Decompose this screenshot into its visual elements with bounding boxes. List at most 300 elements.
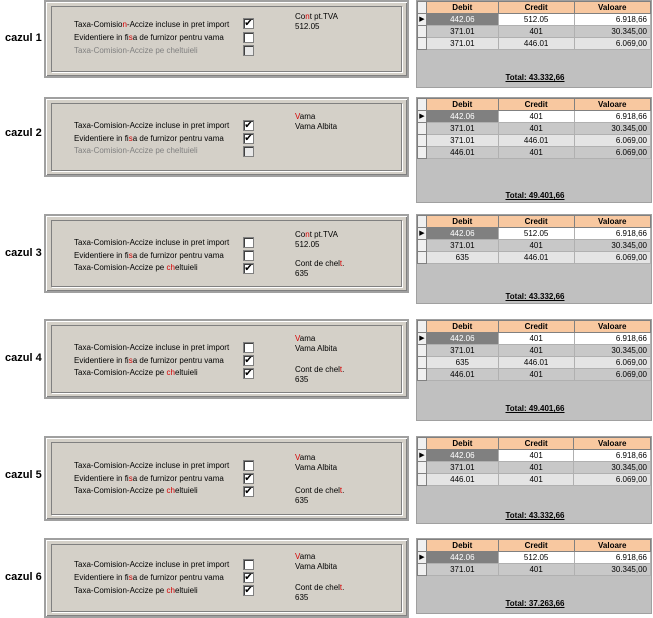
option-checkbox-3[interactable] [243, 368, 254, 379]
cell-credit[interactable]: 401 [498, 450, 573, 462]
option-text: Taxa-Comision-Accize incluse in pret import [74, 461, 230, 470]
expense-account-value: 635 [295, 593, 309, 602]
table-row[interactable] [418, 252, 651, 264]
cell-valoare[interactable]: 30.345,00 [574, 240, 651, 252]
cell-credit[interactable]: 401 [498, 564, 574, 576]
options-panel [44, 0, 409, 78]
cell-valoare[interactable]: 30.345,00 [574, 26, 651, 38]
row-indicator-header [418, 216, 427, 228]
total-label: Total: 43.332,66 [505, 292, 565, 301]
options-panel [44, 319, 409, 399]
option-text: a de furnizor pentru vama [132, 356, 224, 365]
table-row[interactable] [418, 135, 651, 147]
journal-grid[interactable] [416, 0, 652, 88]
journal-table [417, 437, 651, 486]
cell-debit[interactable]: 371.01 [426, 240, 498, 252]
option-text: Evidentiere in fi [74, 251, 129, 260]
account-info-value: Vama Albita [295, 562, 338, 571]
total-label: Total: 43.332,66 [505, 73, 565, 82]
account-info-title [295, 112, 337, 122]
expense-account-title [295, 486, 344, 496]
option-checkbox-2[interactable] [243, 355, 254, 366]
option-checkbox-3[interactable] [243, 263, 254, 274]
table-row[interactable] [418, 123, 651, 135]
option-label-1 [74, 121, 229, 130]
row-indicator[interactable] [418, 228, 427, 240]
cell-credit[interactable]: 401 [498, 333, 574, 345]
row-indicator[interactable] [418, 240, 427, 252]
table-header-row [418, 2, 651, 14]
cell-valoare[interactable]: 6.918,66 [574, 111, 651, 123]
options-panel [44, 436, 409, 521]
option-text: eltuieli [174, 368, 198, 377]
option-text-highlight: s [128, 33, 133, 42]
cell-debit[interactable]: 442.06 [426, 333, 498, 345]
account-info-value: Vama Albita [295, 122, 338, 131]
cell-valoare[interactable]: 6.069,00 [574, 38, 651, 50]
expense-account-value: 635 [295, 375, 309, 384]
cell-credit[interactable]: 401 [498, 26, 574, 38]
info-text-highlight: n [305, 230, 310, 239]
table-row[interactable] [418, 462, 651, 474]
row-indicator-header [418, 540, 427, 552]
row-indicator[interactable] [418, 564, 427, 576]
account-info-title [295, 334, 337, 344]
info-text-highlight: V [295, 453, 300, 462]
option-checkbox-3[interactable] [243, 146, 254, 157]
row-indicator[interactable] [418, 462, 427, 474]
cell-valoare[interactable]: 6.918,66 [574, 228, 651, 240]
table-row[interactable] [418, 228, 651, 240]
cell-debit[interactable]: 371.01 [426, 38, 498, 50]
option-text: Taxa-Comision-Accize pe [74, 586, 167, 595]
row-indicator[interactable] [418, 450, 427, 462]
cell-debit[interactable]: 635 [426, 357, 498, 369]
option-text: Taxa-Comision-Accize pe cheltuieli [74, 146, 198, 155]
row-pointer-icon: ▶ [419, 15, 425, 23]
expense-account-value: 635 [295, 496, 309, 505]
options-panel [44, 97, 409, 177]
table-row[interactable] [418, 564, 651, 576]
option-checkbox-2[interactable] [243, 473, 254, 484]
option-checkbox-2[interactable] [243, 133, 254, 144]
account-info-top [295, 453, 337, 473]
checkmark-icon: ✔ [244, 133, 253, 144]
row-indicator[interactable] [418, 552, 427, 564]
option-text-highlight: ch [166, 486, 175, 495]
option-checkbox-1[interactable] [243, 18, 254, 29]
option-label-2 [74, 251, 224, 260]
cell-debit[interactable]: 442.06 [426, 14, 498, 26]
total-label: Total: 43.332,66 [505, 511, 565, 520]
cell-credit[interactable]: 512.05 [498, 552, 574, 564]
journal-grid[interactable] [416, 538, 652, 614]
cell-debit[interactable]: 442.06 [426, 450, 498, 462]
table-header-row [418, 540, 651, 552]
info-text-highlight: t [339, 365, 343, 374]
column-header-credit[interactable]: Credit [498, 2, 574, 14]
option-text: a de furnizor pentru vama [132, 573, 224, 582]
cell-credit[interactable]: 401 [498, 369, 574, 381]
cell-valoare[interactable]: 30.345,00 [574, 564, 651, 576]
option-text: Taxa-Comision-Accize pe [74, 368, 167, 377]
option-checkbox-3[interactable] [243, 45, 254, 56]
option-text: Taxa-Comision-Accize pe cheltuieli [74, 46, 198, 55]
option-text: eltuieli [174, 586, 198, 595]
expense-account-info [295, 583, 344, 603]
option-text-highlight: ch [166, 368, 175, 377]
info-text: t pt.TVA [309, 230, 338, 239]
row-indicator-header [418, 99, 427, 111]
table-header-row [418, 216, 651, 228]
cell-valoare[interactable]: 6.918,66 [574, 450, 651, 462]
expense-account-title [295, 583, 344, 593]
option-text-highlight: s [128, 134, 133, 143]
cell-valoare[interactable]: 6.069,00 [574, 135, 651, 147]
info-text: ama [299, 552, 316, 561]
column-header-debit[interactable]: Debit [426, 321, 498, 333]
info-text-highlight: V [295, 112, 300, 121]
option-checkbox-2[interactable] [243, 572, 254, 583]
cell-valoare[interactable]: 6.918,66 [574, 14, 651, 26]
option-text: Taxa-Comision-Accize incluse in pret import [74, 343, 230, 352]
option-text-highlight: n [122, 20, 127, 29]
option-text: Taxa-Comision-Accize pe [74, 486, 167, 495]
row-pointer-icon: ▶ [419, 112, 425, 120]
account-info-value: 512.05 [295, 22, 320, 31]
row-indicator-header [418, 321, 427, 333]
cell-valoare[interactable]: 6.069,00 [574, 357, 651, 369]
column-header-debit[interactable]: Debit [426, 540, 498, 552]
cell-credit[interactable]: 401 [498, 240, 574, 252]
option-checkbox-1[interactable] [243, 237, 254, 248]
row-indicator[interactable] [418, 357, 427, 369]
option-label-3 [74, 46, 198, 55]
checkmark-icon: ✔ [244, 355, 253, 366]
option-label-3 [74, 486, 198, 495]
column-header-valoare[interactable]: Valoare [574, 438, 651, 450]
cell-debit[interactable]: 442.06 [426, 228, 498, 240]
table-row[interactable] [418, 474, 651, 486]
row-indicator[interactable] [418, 147, 427, 159]
info-text-highlight: t [339, 583, 343, 592]
cell-credit[interactable]: 401 [498, 147, 574, 159]
option-text: a de furnizor pentru vama [132, 251, 224, 260]
row-indicator-header [418, 438, 427, 450]
cell-valoare[interactable]: 6.918,66 [574, 333, 651, 345]
info-text: . [342, 365, 345, 374]
column-header-credit[interactable]: Credit [498, 321, 574, 333]
cell-credit[interactable]: 401 [498, 123, 574, 135]
table-row[interactable] [418, 369, 651, 381]
journal-table [417, 215, 651, 264]
journal-table [417, 1, 651, 50]
cell-debit[interactable]: 371.01 [426, 462, 498, 474]
journal-table [417, 98, 651, 159]
info-text: . [342, 486, 345, 495]
info-text: . [342, 583, 345, 592]
option-label-2 [74, 33, 224, 42]
option-text: -Accize incluse in pret import [126, 121, 230, 130]
table-row[interactable] [418, 345, 651, 357]
column-header-valoare[interactable]: Valoare [574, 321, 651, 333]
total-label: Total: 49.401,66 [505, 404, 565, 413]
info-text: . [342, 259, 345, 268]
case-label: cazul 4 [5, 352, 42, 364]
cell-debit[interactable]: 446.01 [426, 474, 498, 486]
option-text: a de furnizor pentru vama [132, 474, 224, 483]
cell-credit[interactable]: 401 [498, 462, 573, 474]
table-header-row [418, 438, 651, 450]
row-indicator[interactable] [418, 252, 427, 264]
cell-credit[interactable]: 401 [498, 474, 573, 486]
account-info-top [295, 552, 337, 572]
option-text: Taxa-Comision-Accize incluse in pret import [74, 560, 230, 569]
table-row[interactable] [418, 147, 651, 159]
cell-debit[interactable]: 442.06 [426, 552, 498, 564]
info-text: Cont de chel [295, 583, 340, 592]
option-label-2 [74, 474, 224, 483]
cell-credit[interactable]: 401 [498, 111, 574, 123]
expense-account-value: 635 [295, 269, 309, 278]
table-header-row [418, 321, 651, 333]
column-header-debit[interactable]: Debit [426, 2, 498, 14]
table-header-row [418, 99, 651, 111]
account-info-value: Vama Albita [295, 463, 338, 472]
case-label: cazul 1 [5, 32, 42, 44]
cell-debit[interactable]: 442.06 [426, 111, 498, 123]
info-text-highlight: V [295, 334, 300, 343]
table-row[interactable] [418, 111, 651, 123]
option-text: Taxa-Comision-Accize pe [74, 263, 167, 272]
row-indicator[interactable] [418, 333, 427, 345]
row-indicator[interactable] [418, 14, 427, 26]
cell-debit[interactable]: 371.01 [426, 345, 498, 357]
option-text-highlight: s [128, 474, 133, 483]
row-indicator[interactable] [418, 111, 427, 123]
option-text: Evidentiere in fi [74, 33, 129, 42]
option-text: Evidentiere in fi [74, 356, 129, 365]
expense-account-info [295, 365, 344, 385]
cell-debit[interactable]: 371.01 [426, 26, 498, 38]
cell-credit[interactable]: 512.05 [498, 14, 574, 26]
options-panel [44, 538, 409, 618]
case-label: cazul 2 [5, 127, 42, 139]
expense-account-info [295, 259, 344, 279]
option-text: Taxa-Comision-Accize incluse in pret import [74, 238, 230, 247]
option-text: a de furnizor pentru vama [132, 134, 224, 143]
info-text: Cont de chel [295, 365, 340, 374]
row-pointer-icon: ▶ [419, 229, 425, 237]
cell-credit[interactable]: 446.01 [498, 38, 574, 50]
row-indicator[interactable] [418, 135, 427, 147]
journal-table [417, 539, 651, 576]
column-header-debit[interactable]: Debit [426, 99, 498, 111]
table-row[interactable] [418, 38, 651, 50]
option-text: eltuieli [174, 263, 198, 272]
info-text-highlight: n [305, 12, 310, 21]
column-header-debit[interactable]: Debit [426, 216, 498, 228]
column-header-valoare[interactable]: Valoare [574, 216, 651, 228]
row-pointer-icon: ▶ [419, 553, 425, 561]
info-text-highlight: V [295, 552, 300, 561]
case-label: cazul 5 [5, 469, 42, 481]
option-label-3 [74, 368, 198, 377]
journal-table [417, 320, 651, 381]
cell-debit[interactable]: 371.01 [426, 564, 498, 576]
row-indicator[interactable] [418, 474, 427, 486]
option-checkbox-1[interactable] [243, 342, 254, 353]
info-text: ama [299, 112, 316, 121]
option-checkbox-3[interactable] [243, 585, 254, 596]
cell-credit[interactable]: 446.01 [498, 252, 574, 264]
option-text: Evidentiere in fi [74, 573, 129, 582]
info-text: ama [299, 453, 316, 462]
row-indicator[interactable] [418, 38, 427, 50]
row-indicator[interactable] [418, 369, 427, 381]
cell-valoare[interactable]: 30.345,00 [574, 462, 651, 474]
cell-credit[interactable]: 512.05 [498, 228, 574, 240]
total-label: Total: 37.263,66 [505, 599, 565, 608]
account-info-value: Vama Albita [295, 344, 338, 353]
row-indicator-header [418, 2, 427, 14]
checkmark-icon: ✔ [244, 263, 253, 274]
cell-valoare[interactable]: 30.345,00 [574, 345, 651, 357]
cell-credit[interactable]: 401 [498, 345, 574, 357]
table-row[interactable] [418, 26, 651, 38]
option-label-1 [74, 238, 229, 247]
row-indicator[interactable] [418, 26, 427, 38]
column-header-credit[interactable]: Credit [498, 99, 574, 111]
account-info-title [295, 453, 337, 463]
cell-valoare[interactable]: 6.069,00 [574, 147, 651, 159]
row-indicator[interactable] [418, 345, 427, 357]
option-checkbox-1[interactable] [243, 120, 254, 131]
option-text: eltuieli [174, 486, 198, 495]
cell-debit[interactable]: 371.01 [426, 123, 498, 135]
table-row[interactable] [418, 450, 651, 462]
cell-credit[interactable]: 446.01 [498, 357, 574, 369]
account-info-value: 512.05 [295, 240, 320, 249]
column-header-credit[interactable]: Credit [498, 216, 574, 228]
cell-debit[interactable]: 635 [426, 252, 498, 264]
row-indicator[interactable] [418, 123, 427, 135]
journal-grid[interactable] [416, 319, 652, 421]
column-header-credit[interactable]: Credit [498, 438, 573, 450]
account-info-top [295, 334, 337, 354]
info-text: Co [295, 12, 306, 21]
cell-valoare[interactable]: 30.345,00 [574, 123, 651, 135]
option-text-highlight: ch [166, 263, 175, 272]
option-label-1 [74, 20, 229, 29]
info-text: t pt.TVA [309, 12, 338, 21]
option-text-highlight: s [128, 251, 133, 260]
column-header-debit[interactable]: Debit [426, 438, 498, 450]
option-text-highlight: s [128, 573, 133, 582]
option-text: a de furnizor pentru vama [132, 33, 224, 42]
column-header-valoare[interactable]: Valoare [574, 99, 651, 111]
checkmark-icon: ✔ [244, 473, 253, 484]
cell-valoare[interactable]: 6.069,00 [574, 252, 651, 264]
table-row[interactable] [418, 240, 651, 252]
table-row[interactable] [418, 14, 651, 26]
option-checkbox-1[interactable] [243, 559, 254, 570]
column-header-credit[interactable]: Credit [498, 540, 574, 552]
journal-grid[interactable] [416, 436, 652, 524]
checkmark-icon: ✔ [244, 486, 253, 497]
table-row[interactable] [418, 333, 651, 345]
option-label-3 [74, 263, 198, 272]
option-label-3 [74, 586, 198, 595]
case-label: cazul 3 [5, 247, 42, 259]
option-checkbox-2[interactable] [243, 32, 254, 43]
table-row[interactable] [418, 552, 651, 564]
option-text: Evidentiere in fi [74, 474, 129, 483]
option-label-3 [74, 146, 198, 155]
info-text: Cont de chel [295, 486, 340, 495]
journal-grid[interactable] [416, 97, 652, 203]
account-info-title [295, 230, 338, 240]
cell-debit[interactable]: 446.01 [426, 147, 498, 159]
option-checkbox-3[interactable] [243, 486, 254, 497]
account-info-top [295, 12, 338, 32]
option-text: Taxa-Comisio [74, 20, 123, 29]
checkmark-icon: ✔ [244, 120, 253, 131]
option-text: Evidentiere in fi [74, 134, 129, 143]
cell-credit[interactable]: 446.01 [498, 135, 574, 147]
cell-valoare[interactable]: 6.069,00 [574, 369, 651, 381]
checkmark-icon: ✔ [244, 585, 253, 596]
column-header-valoare[interactable]: Valoare [574, 540, 651, 552]
option-checkbox-2[interactable] [243, 250, 254, 261]
option-checkbox-1[interactable] [243, 460, 254, 471]
options-panel [44, 214, 409, 293]
account-info-title [295, 552, 337, 562]
cell-debit[interactable]: 371.01 [426, 135, 498, 147]
row-pointer-icon: ▶ [419, 334, 425, 342]
option-text-highlight: s [128, 356, 133, 365]
journal-grid[interactable] [416, 214, 652, 304]
account-info-top [295, 112, 337, 132]
option-label-1 [74, 461, 229, 470]
option-label-2 [74, 134, 224, 143]
expense-account-info [295, 486, 344, 506]
info-text-highlight: t [339, 486, 343, 495]
row-pointer-icon: ▶ [419, 451, 425, 459]
info-text-highlight: t [339, 259, 343, 268]
option-text: Taxa-Comision [74, 121, 127, 130]
cell-debit[interactable]: 446.01 [426, 369, 498, 381]
option-label-1 [74, 560, 229, 569]
option-text-highlight: ch [166, 586, 175, 595]
info-text: Cont de chel [295, 259, 340, 268]
expense-account-title [295, 259, 344, 269]
info-text: Co [295, 230, 306, 239]
cell-valoare[interactable]: 6.069,00 [574, 474, 651, 486]
option-label-1 [74, 343, 229, 352]
option-label-2 [74, 356, 224, 365]
option-label-2 [74, 573, 224, 582]
option-text: -Accize incluse in pret import [126, 20, 230, 29]
checkmark-icon: ✔ [244, 572, 253, 583]
column-header-valoare[interactable]: Valoare [574, 2, 651, 14]
checkmark-icon: ✔ [244, 18, 253, 29]
account-info-top [295, 230, 338, 250]
info-text: ama [299, 334, 316, 343]
cell-valoare[interactable]: 6.918,66 [574, 552, 651, 564]
table-row[interactable] [418, 357, 651, 369]
total-label: Total: 49.401,66 [505, 191, 565, 200]
